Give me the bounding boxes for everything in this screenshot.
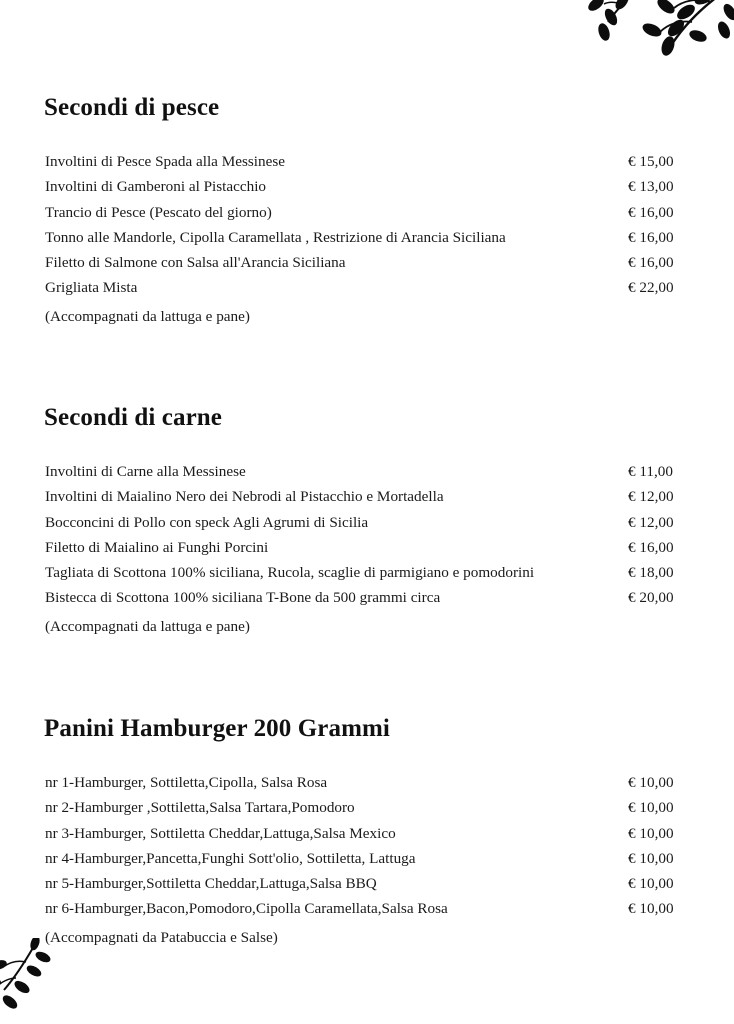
menu-item-name: Bocconcini di Pollo con speck Agli Agrumi di Sicilia	[45, 513, 369, 531]
menu-item-name: nr 5-Hamburger,Sottiletta Cheddar,Lattuga,Salsa BBQ	[45, 875, 377, 893]
menu-item-name: Bistecca di Scottona 100% siciliana T-Bone da 500 grammi circa	[45, 589, 441, 607]
menu-item-price: € 16,00	[628, 203, 674, 221]
menu-item-name: nr 6-Hamburger,Bacon,Pomodoro,Cipolla Caramellata,Salsa Rosa	[45, 900, 448, 918]
menu-item-price: € 10,00	[628, 824, 674, 842]
menu-item[interactable]	[0, 225, 734, 250]
menu-item-name: Involtini di Maialino Nero dei Nebrodi al Pistacchio e Mortadella	[45, 488, 444, 506]
menu-item[interactable]	[0, 585, 734, 610]
menu-items-secondi-di-carne	[0, 459, 734, 611]
section-note-panini-hamburger: (Accompagnati da Patabuccia e Salse)	[45, 928, 278, 946]
menu-item-price: € 16,00	[628, 228, 674, 246]
menu-item[interactable]	[0, 896, 734, 921]
menu-item-price: € 16,00	[628, 538, 674, 556]
menu-item-name: Involtini di Gamberoni al Pistacchio	[45, 178, 267, 196]
menu-item[interactable]	[0, 250, 734, 275]
menu-item-name: nr 1-Hamburger, Sottiletta,Cipolla, Salsa Rosa	[45, 774, 328, 791]
menu-item[interactable]	[0, 484, 734, 509]
menu-item-name: Involtini di Carne alla Messinese	[45, 463, 246, 480]
menu-item[interactable]	[0, 510, 734, 535]
section-note-secondi-di-pesce: (Accompagnati da lattuga e pane)	[45, 307, 250, 325]
section-note-secondi-di-carne: (Accompagnati da lattuga e pane)	[45, 617, 250, 635]
menu-item-price: € 10,00	[628, 774, 674, 791]
menu-section-secondi-di-pesce	[0, 95, 734, 329]
section-title-secondi-di-carne: Secondi di carne	[44, 404, 222, 431]
menu-section-panini-hamburger	[0, 716, 734, 950]
menu-item[interactable]	[0, 795, 734, 820]
menu-item[interactable]	[0, 174, 734, 199]
section-title-secondi-di-pesce: Secondi di pesce	[44, 94, 220, 121]
menu-item-price: € 12,00	[628, 513, 674, 531]
menu-item[interactable]	[0, 149, 734, 174]
menu-item[interactable]	[0, 821, 734, 846]
menu-item-name: nr 2-Hamburger ,Sottiletta,Salsa Tartara,Pomodoro	[45, 799, 355, 817]
menu-item[interactable]	[0, 535, 734, 560]
menu-item-name: Grigliata Mista	[45, 279, 138, 297]
menu-item[interactable]	[0, 560, 734, 585]
menu-item-name: Trancio di Pesce (Pescato del giorno)	[45, 203, 272, 221]
menu-item-price: € 20,00	[628, 589, 674, 607]
menu-item-price: € 13,00	[628, 178, 674, 196]
menu-item-price: € 12,00	[628, 488, 674, 506]
menu-item[interactable]	[0, 871, 734, 896]
menu-item-price: € 10,00	[628, 875, 674, 893]
menu-item-price: € 10,00	[628, 799, 674, 817]
menu-item[interactable]	[0, 459, 734, 484]
menu-item-price: € 10,00	[628, 900, 674, 918]
menu-item[interactable]	[0, 846, 734, 871]
menu-section-secondi-di-carne	[0, 405, 734, 639]
menu-item-name: Filetto di Maialino ai Funghi Porcini	[45, 538, 269, 556]
menu-item-price: € 11,00	[628, 463, 673, 480]
menu-items-panini-hamburger	[0, 770, 734, 922]
menu-item[interactable]	[0, 200, 734, 225]
menu-items-secondi-di-pesce	[0, 149, 734, 301]
menu-item-name: nr 3-Hamburger, Sottiletta Cheddar,Lattuga,Salsa Mexico	[45, 824, 396, 842]
menu-item-price: € 16,00	[628, 254, 674, 272]
menu-item-name: nr 4-Hamburger,Pancetta,Funghi Sott'olio, Sottiletta, Lattuga	[45, 849, 416, 867]
menu-item-price: € 22,00	[628, 279, 674, 297]
section-title-panini-hamburger: Panini Hamburger 200 Grammi	[44, 715, 390, 742]
menu-item-name: Involtini di Pesce Spada alla Messinese	[45, 153, 285, 170]
menu-item-price: € 10,00	[628, 849, 674, 867]
menu-item-name: Tagliata di Scottona 100% siciliana, Rucola, scaglie di parmigiano e pomodorini	[45, 564, 535, 582]
menu-item-name: Tonno alle Mandorle, Cipolla Caramellata , Restrizione di Arancia Siciliana	[45, 228, 506, 246]
menu-item[interactable]	[0, 770, 734, 795]
menu-item-price: € 18,00	[628, 564, 674, 582]
menu-item-name: Filetto di Salmone con Salsa all'Arancia Siciliana	[45, 254, 346, 272]
menu-item-price: € 15,00	[628, 153, 674, 170]
menu-item[interactable]	[0, 275, 734, 300]
olive-branch-top-right-icon	[580, 0, 734, 82]
